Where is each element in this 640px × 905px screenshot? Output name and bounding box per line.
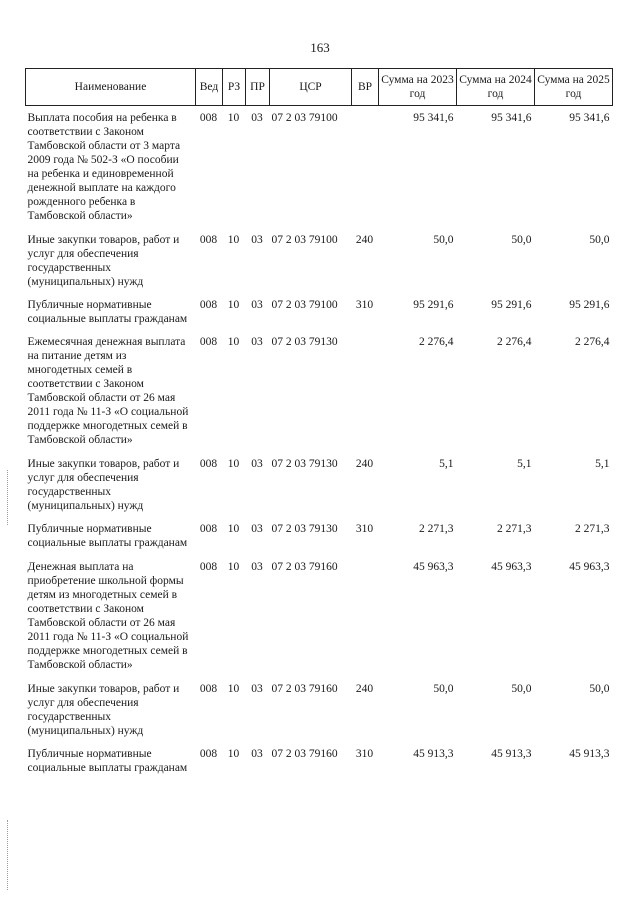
row-name: Ежемесячная денежная выплата на питание детям из многодетных семей в соответствии с Законом Тамбовской области от 26 мая 2011 года № 11-З «О социальной поддержке многодетных семей в Тамбовской области»: [27, 336, 189, 446]
row-vr: [352, 550, 379, 672]
table-row: [26, 738, 613, 775]
row-rz: 10: [227, 112, 240, 124]
row-csr: 07 2 03 79130: [271, 523, 338, 535]
row-rz: 10: [227, 561, 240, 573]
row-sum-2024: 45 963,3: [491, 561, 532, 573]
row-sum-2025: 2 271,3: [575, 523, 610, 535]
row-sum-2024: 95 341,6: [491, 112, 532, 124]
row-sum-2025: 45 913,3: [569, 748, 610, 760]
row-name: Публичные нормативные социальные выплаты гражданам: [27, 299, 188, 325]
row-sum-2023: 45 963,3: [413, 561, 454, 573]
row-vr: 310: [355, 748, 374, 760]
header-vr: ВР: [352, 69, 379, 106]
row-sum-2023: 95 291,6: [413, 299, 454, 311]
row-ved: 008: [199, 299, 218, 311]
header-sum-2024: Сумма на 2024 год: [457, 69, 535, 106]
row-ved: 008: [199, 523, 218, 535]
row-pr: 03: [251, 523, 263, 535]
table-row: [26, 106, 613, 224]
row-sum-2023: 50,0: [433, 234, 454, 246]
row-sum-2024: 5,1: [517, 458, 532, 470]
row-pr: 03: [251, 336, 263, 348]
row-name: Публичные нормативные социальные выплаты гражданам: [27, 523, 188, 549]
margin-binding-dots: [7, 470, 10, 525]
row-sum-2024: 50,0: [511, 683, 532, 695]
row-vr: 240: [355, 683, 374, 695]
row-pr: 03: [251, 234, 263, 246]
row-ved: 008: [199, 561, 218, 573]
row-name: Иные закупки товаров, работ и услуг для обеспечения государственных (муниципальных) нужд: [27, 458, 180, 512]
row-csr: 07 2 03 79160: [271, 683, 338, 695]
row-sum-2023: 2 276,4: [419, 336, 454, 348]
row-name: Выплата пособия на ребенка в соответствии с Законом Тамбовской области от 3 марта 2009 года № 502-З «О пособии на ребенка и единовременной денежной выплате на каждого рожденного ребенка в Тамбовской области»: [27, 112, 181, 222]
row-vr: [352, 106, 379, 224]
row-sum-2023: 45 913,3: [413, 748, 454, 760]
header-name: Наименование: [26, 69, 196, 106]
table-row: [26, 513, 613, 550]
row-pr: 03: [251, 458, 263, 470]
row-name: Иные закупки товаров, работ и услуг для обеспечения государственных (муниципальных) нужд: [27, 683, 180, 737]
row-sum-2025: 95 291,6: [569, 299, 610, 311]
row-ved: 008: [199, 748, 218, 760]
row-pr: 03: [251, 683, 263, 695]
row-rz: 10: [227, 234, 240, 246]
header-ved: Вед: [196, 69, 223, 106]
row-name: Публичные нормативные социальные выплаты гражданам: [27, 748, 188, 774]
row-vr: 240: [355, 458, 374, 470]
row-sum-2023: 5,1: [439, 458, 454, 470]
row-sum-2024: 2 276,4: [497, 336, 532, 348]
row-csr: 07 2 03 79100: [271, 112, 338, 124]
row-sum-2023: 95 341,6: [413, 112, 454, 124]
row-rz: 10: [227, 748, 240, 760]
row-pr: 03: [251, 748, 263, 760]
row-pr: 03: [251, 112, 263, 124]
row-sum-2024: 45 913,3: [491, 748, 532, 760]
row-sum-2025: 45 963,3: [569, 561, 610, 573]
row-pr: 03: [251, 299, 263, 311]
row-sum-2024: 50,0: [511, 234, 532, 246]
row-csr: 07 2 03 79160: [271, 561, 338, 573]
header-sum-2025: Сумма на 2025 год: [535, 69, 613, 106]
row-sum-2025: 95 341,6: [569, 112, 610, 124]
row-sum-2025: 50,0: [589, 234, 610, 246]
row-rz: 10: [227, 336, 240, 348]
page-number: 163: [310, 40, 330, 55]
row-rz: 10: [227, 523, 240, 535]
row-vr: 240: [355, 234, 374, 246]
row-ved: 008: [199, 683, 218, 695]
row-sum-2025: 5,1: [595, 458, 610, 470]
header-sum-2023: Сумма на 2023 год: [379, 69, 457, 106]
row-sum-2023: 50,0: [433, 683, 454, 695]
row-csr: 07 2 03 79100: [271, 234, 338, 246]
row-rz: 10: [227, 299, 240, 311]
row-sum-2025: 50,0: [589, 683, 610, 695]
row-csr: 07 2 03 79100: [271, 299, 338, 311]
table-row: [26, 223, 613, 289]
row-rz: 10: [227, 458, 240, 470]
table-row: [26, 289, 613, 326]
row-sum-2024: 95 291,6: [491, 299, 532, 311]
row-ved: 008: [199, 458, 218, 470]
row-vr: 310: [355, 523, 374, 535]
header-rz: РЗ: [223, 69, 246, 106]
table-row: [26, 447, 613, 513]
row-vr: [352, 326, 379, 447]
row-sum-2023: 2 271,3: [419, 523, 454, 535]
row-ved: 008: [199, 336, 218, 348]
row-csr: 07 2 03 79130: [271, 458, 338, 470]
row-csr: 07 2 03 79160: [271, 748, 338, 760]
row-ved: 008: [199, 234, 218, 246]
row-name: Иные закупки товаров, работ и услуг для обеспечения государственных (муниципальных) нужд: [27, 234, 180, 288]
budget-table: [25, 68, 613, 775]
row-csr: 07 2 03 79130: [271, 336, 338, 348]
table-row: [26, 672, 613, 738]
row-vr: 310: [355, 299, 374, 311]
row-name: Денежная выплата на приобретение школьной формы детям из многодетных семей в соответствии с Законом Тамбовской области от 26 мая 2011 года № 11-З «О социальной поддержке многодетных семей в Тамбовской области»: [27, 561, 189, 671]
table-row: [26, 550, 613, 672]
margin-binding-dots: [7, 820, 10, 890]
row-rz: 10: [227, 683, 240, 695]
header-pr: ПР: [246, 69, 270, 106]
header-csr: ЦСР: [270, 69, 352, 106]
table-row: [26, 326, 613, 447]
row-ved: 008: [199, 112, 218, 124]
row-pr: 03: [251, 561, 263, 573]
row-sum-2024: 2 271,3: [497, 523, 532, 535]
row-sum-2025: 2 276,4: [575, 336, 610, 348]
table-header-row: [26, 69, 613, 106]
